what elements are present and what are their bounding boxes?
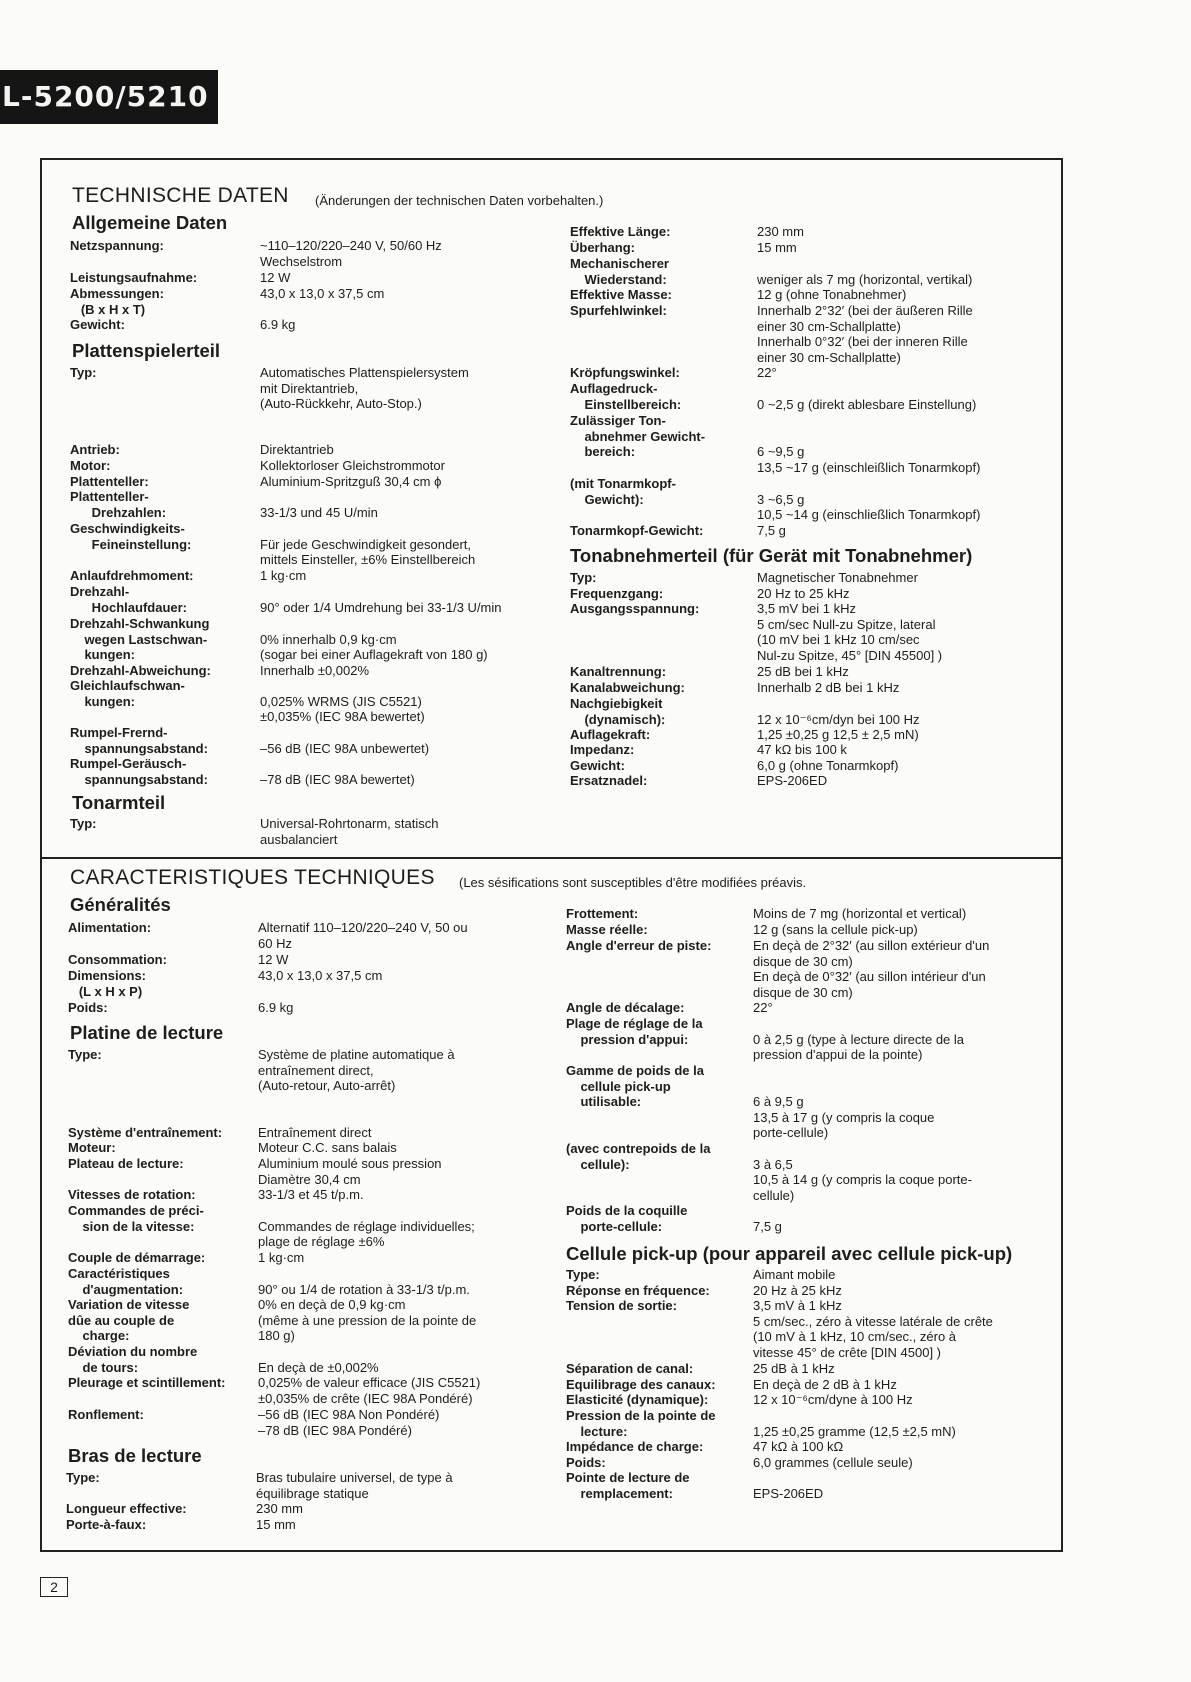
spec-label: Tension de sortie:: [566, 1298, 677, 1313]
spec-value: En deçà de ±0,002%: [258, 1359, 379, 1375]
spec-value: Innerhalb ±0,002%: [260, 663, 370, 678]
spec-value: 25 dB à 1 kHz: [753, 1361, 835, 1376]
spec-row: [566, 1203, 782, 1234]
spec-label: Longueur effective:: [66, 1501, 187, 1516]
spec-label: Poids de la coquille porte-cellule:: [566, 1203, 688, 1234]
spec-row: [70, 756, 415, 787]
spec-value: –56 dB (IEC 98A unbewertet): [260, 740, 430, 756]
spec-value: 6.9 kg: [258, 1000, 294, 1015]
spec-row: [68, 952, 288, 968]
spec-label: Überhang:: [570, 240, 635, 255]
spec-value: 15 mm: [757, 240, 797, 255]
french-section-note: (Les sésifications sont susceptibles d'être modifiées préavis.: [459, 875, 807, 890]
spec-label: Impedanz:: [570, 742, 635, 757]
spec-label: Plattenteller- Drehzahlen:: [70, 489, 167, 520]
spec-value: 20 Hz à 25 kHz: [753, 1283, 842, 1298]
spec-row: [570, 224, 804, 240]
spec-row: [570, 696, 920, 727]
french-general-heading: Généralités: [70, 894, 171, 915]
spec-row: [570, 413, 980, 475]
spec-row: [566, 1377, 897, 1393]
spec-value: 47 kΩ bis 100 k: [757, 742, 847, 757]
page-number: 2: [40, 1577, 68, 1597]
spec-row: [566, 938, 989, 1000]
spec-row: [70, 458, 445, 474]
spec-row: [68, 1203, 475, 1250]
spec-label: Drehzahl- Hochlaufdauer:: [70, 584, 188, 615]
spec-row: [70, 286, 384, 317]
spec-row: [566, 1361, 835, 1377]
spec-value: EPS-206ED: [757, 773, 828, 788]
spec-row: [570, 240, 797, 256]
spec-label: Angle d'erreur de piste:: [566, 938, 712, 953]
spec-row: [566, 1392, 913, 1408]
spec-label: Système d'entraînement:: [68, 1125, 223, 1140]
spec-value: Direktantrieb: [260, 442, 334, 457]
spec-label: Type:: [68, 1047, 102, 1062]
spec-row: [566, 1016, 964, 1063]
spec-label: Ersatznadel:: [570, 773, 648, 788]
spec-value: Universal-Rohrtonarm, statisch ausbalanciert: [260, 816, 439, 847]
spec-label: Frequenzgang:: [570, 586, 664, 601]
spec-value: 0,025% WRMS (JIS C5521) ±0,035% (IEC 98A bewertet): [260, 693, 425, 725]
spec-value: Aimant mobile: [753, 1267, 836, 1282]
spec-row: [570, 601, 942, 663]
spec-value: 12 x 10⁻⁶cm/dyn bei 100 Hz: [757, 711, 920, 727]
spec-value: Alternatif 110–120/220–240 V, 50 ou 60 Hz: [258, 920, 468, 951]
spec-label: Couple de démarrage:: [68, 1250, 206, 1265]
spec-value: 15 mm: [256, 1517, 296, 1532]
spec-row: [570, 256, 972, 287]
spec-value: –56 dB (IEC 98A Non Pondéré) –78 dB (IEC 98A Pondéré): [258, 1407, 440, 1438]
spec-label: Auflagedruck- Einstellbereich:: [570, 381, 682, 412]
spec-row: [566, 1439, 843, 1455]
spec-label: Poids:: [68, 1000, 108, 1015]
spec-value: 0 à 2,5 g (type à lecture directe de la pression d'appui de la pointe): [753, 1031, 965, 1063]
spec-label: Vitesses de rotation:: [68, 1187, 196, 1202]
spec-value: 6,0 grammes (cellule seule): [753, 1455, 913, 1470]
spec-row: [70, 270, 290, 286]
spec-row: [570, 773, 827, 789]
spec-value: Innerhalb 2°32′ (bei der äußeren Rille einer 30 cm-Schallplatte) Innerhalb 0°32′ (bei der inneren Rille einer 30 cm-Schallplatte): [757, 303, 973, 365]
spec-label: Ausgangsspannung:: [570, 601, 700, 616]
spec-row: [68, 920, 468, 951]
spec-value: Kollektorloser Gleichstrommotor: [260, 458, 445, 473]
spec-value: Bras tubulaire universel, de type à équilibrage statique: [256, 1470, 453, 1501]
spec-value: Innerhalb 2 dB bei 1 kHz: [757, 680, 900, 695]
spec-label: Typ:: [70, 816, 97, 831]
spec-row: [566, 1283, 842, 1299]
spec-label: Poids:: [566, 1455, 606, 1470]
spec-row: [70, 521, 475, 568]
specifications-box: [40, 158, 1063, 1552]
spec-row: [68, 968, 382, 999]
spec-row: [70, 816, 438, 847]
spec-label: Elasticité (dynamique):: [566, 1392, 709, 1407]
spec-value: 230 mm: [757, 224, 804, 239]
german-section-title: TECHNISCHE DATEN: [72, 184, 289, 207]
spec-value: 43,0 x 13,0 x 37,5 cm: [260, 286, 385, 301]
spec-label: Moteur:: [68, 1140, 116, 1155]
spec-label: Dimensions: (L x H x P): [68, 968, 147, 999]
spec-value: 230 mm: [256, 1501, 303, 1516]
spec-value: Für jede Geschwindigkeit gesondert, mittels Einsteller, ±6% Einstellbereich: [260, 536, 476, 568]
spec-row: [570, 476, 980, 523]
spec-row: [570, 727, 919, 743]
spec-row: [566, 1000, 773, 1016]
spec-label: Zulässiger Ton- abnehmer Gewicht- bereich:: [570, 413, 706, 460]
model-number-banner: L-5200/5210: [0, 70, 218, 124]
spec-row: [570, 303, 973, 365]
spec-label: Drehzahl-Schwankung wegen Lastschwan- kungen:: [70, 616, 210, 663]
spec-value: Moins de 7 mg (horizontal et vertical): [753, 906, 967, 921]
spec-label: Déviation du nombre de tours:: [68, 1344, 198, 1375]
spec-row: [570, 570, 918, 586]
spec-label: Porte-à-faux:: [66, 1517, 147, 1532]
spec-row: [70, 238, 442, 269]
spec-value: 0,025% de valeur efficace (JIS C5521) ±0,035% de crête (IEC 98A Pondéré): [258, 1375, 481, 1406]
spec-row: [68, 1047, 455, 1094]
spec-value: 1,25 ±0,25 gramme (12,5 ±2,5 mN): [753, 1423, 956, 1439]
spec-value: 6 à 9,5 g 13,5 à 17 g (y compris la coque porte-cellule): [753, 1094, 935, 1141]
spec-label: Effektive Masse:: [570, 287, 672, 302]
spec-row: [570, 365, 777, 381]
spec-value: 20 Hz to 25 kHz: [757, 586, 850, 601]
spec-row: [570, 381, 976, 412]
spec-value: 3,5 mV bei 1 kHz 5 cm/sec Null-zu Spitze, lateral (10 mV bei 1 kHz 10 cm/sec Nul-zu Spitze, 45° [DIN 45500] ): [757, 601, 943, 663]
spec-value: 0% innerhalb 0,9 kg·cm (sogar bei einer Auflagekraft von 180 g): [260, 631, 488, 663]
spec-value: EPS-206ED: [753, 1485, 824, 1501]
spec-value: 12 g (ohne Tonabnehmer): [757, 287, 907, 302]
spec-label: Masse réelle:: [566, 922, 648, 937]
spec-row: [570, 586, 850, 602]
spec-label: Gamme de poids de la cellule pick-up utilisable:: [566, 1063, 704, 1110]
spec-row: [66, 1517, 296, 1533]
spec-label: Abmessungen: (B x H x T): [70, 286, 164, 317]
spec-label: Variation de vitesse dûe au couple de charge:: [68, 1297, 190, 1344]
spec-value: 3,5 mV à 1 kHz 5 cm/sec., zéro à vitesse latérale de crête (10 mV à 1 kHz, 10 cm/sec., zéro à vitesse 45° de crête [DIN 4500] ): [753, 1298, 993, 1360]
spec-row: [68, 1266, 470, 1297]
spec-row: [566, 906, 966, 922]
spec-value: 22°: [757, 365, 777, 380]
spec-label: Nachgiebigkeit (dynamisch):: [570, 696, 666, 727]
spec-value: 12 g (sans la cellule pick-up): [753, 922, 918, 937]
german-general-heading: Allgemeine Daten: [72, 212, 228, 233]
spec-label: Caractéristiques d'augmentation:: [68, 1266, 184, 1297]
spec-row: [68, 1250, 304, 1266]
spec-value: 1,25 ±0,25 g 12,5 ± 2,5 mN): [757, 727, 919, 742]
spec-row: [566, 1455, 913, 1471]
spec-label: Equilibrage des canaux:: [566, 1377, 716, 1392]
spec-label: Réponse en fréquence:: [566, 1283, 710, 1298]
spec-label: Type:: [66, 1470, 100, 1485]
spec-value: 6.9 kg: [260, 317, 296, 332]
spec-label: Type:: [566, 1267, 600, 1282]
section-divider: [42, 857, 1061, 859]
french-tonearm-heading: Bras de lecture: [68, 1445, 202, 1466]
spec-row: [68, 1000, 293, 1016]
spec-value: 33-1/3 et 45 t/p.m.: [258, 1187, 364, 1202]
spec-label: Rumpel-Geräusch- spannungsabstand:: [70, 756, 208, 787]
spec-value: 12 W: [258, 952, 289, 967]
spec-value: Automatisches Plattenspielersystem mit Direktantrieb, (Auto-Rückkehr, Auto-Stop.): [260, 365, 469, 412]
spec-value: 7,5 g: [753, 1218, 782, 1234]
german-cartridge-heading: Tonabnehmerteil (für Gerät mit Tonabnehmer): [570, 545, 973, 566]
spec-label: Mechanischerer Wiederstand:: [570, 256, 669, 287]
spec-row: [70, 442, 334, 458]
spec-row: [566, 1298, 993, 1360]
spec-value: 6,0 g (ohne Tonarmkopf): [757, 758, 899, 773]
spec-value: 3 ~6,5 g 10,5 ~14 g (einschließlich Tonarmkopf): [757, 491, 981, 523]
german-turntable-heading: Plattenspielerteil: [72, 340, 221, 361]
spec-label: Typ:: [570, 570, 597, 585]
spec-label: Antrieb:: [70, 442, 120, 457]
spec-value: Commandes de réglage individuelles; plage de réglage ±6%: [258, 1218, 475, 1250]
spec-value: En deçà de 2 dB à 1 kHz: [753, 1377, 897, 1392]
spec-row: [68, 1407, 439, 1438]
spec-row: [70, 616, 488, 663]
spec-label: Gewicht:: [570, 758, 625, 773]
spec-row: [70, 678, 425, 725]
french-turntable-heading: Platine de lecture: [70, 1022, 224, 1043]
spec-label: Tonarmkopf-Gewicht:: [570, 523, 704, 538]
spec-label: Plattenteller:: [70, 474, 149, 489]
spec-label: Pression de la pointe de lecture:: [566, 1408, 716, 1439]
spec-label: Alimentation:: [68, 920, 152, 935]
spec-value: 90° ou 1/4 de rotation à 33-1/3 t/p.m.: [258, 1281, 470, 1297]
spec-label: Commandes de préci- sion de la vitesse:: [68, 1203, 204, 1234]
spec-label: Rumpel-Frernd- spannungsabstand:: [70, 725, 208, 756]
spec-label: Motor:: [70, 458, 111, 473]
spec-label: Gewicht:: [70, 317, 125, 332]
spec-row: [66, 1501, 303, 1517]
spec-label: Plage de réglage de la pression d'appui:: [566, 1016, 703, 1047]
spec-label: Spurfehlwinkel:: [570, 303, 667, 318]
spec-label: Leistungsaufnahme:: [70, 270, 198, 285]
spec-label: Geschwindigkeits- Feineinstellung:: [70, 521, 192, 552]
spec-value: 90° oder 1/4 Umdrehung bei 33-1/3 U/min: [260, 599, 502, 615]
spec-label: Kröpfungswinkel:: [570, 365, 680, 380]
spec-label: Consommation:: [68, 952, 167, 967]
german-tonearm-heading: Tonarmteil: [72, 792, 166, 813]
spec-row: [70, 663, 369, 679]
spec-value: 12 x 10⁻⁶cm/dyne à 100 Hz: [753, 1392, 913, 1407]
spec-value: En deçà de 2°32′ (au sillon extérieur d'un disque de 30 cm) En deçà de 0°32′ (au sillon intérieur d'un disque de 30 cm): [753, 938, 990, 1000]
spec-value: weniger als 7 mg (horizontal, vertikal): [757, 271, 973, 287]
spec-value: Moteur C.C. sans balais: [258, 1140, 397, 1155]
spec-value: 7,5 g: [757, 523, 786, 538]
french-section-title: CARACTERISTIQUES TECHNIQUES: [70, 866, 435, 889]
spec-label: Kanalabweichung:: [570, 680, 685, 695]
spec-row: [68, 1375, 480, 1406]
spec-label: Gleichlaufschwan- kungen:: [70, 678, 185, 709]
spec-label: Anlaufdrehmoment:: [70, 568, 194, 583]
spec-row: [70, 725, 429, 756]
spec-label: Angle de décalage:: [566, 1000, 685, 1015]
spec-label: Séparation de canal:: [566, 1361, 694, 1376]
spec-row: [566, 1470, 823, 1501]
german-section-note: (Änderungen der technischen Daten vorbehalten.): [315, 193, 604, 208]
spec-label: Kanaltrennung:: [570, 664, 667, 679]
spec-label: Pointe de lecture de remplacement:: [566, 1470, 690, 1501]
spec-value: 22°: [753, 1000, 773, 1015]
spec-value: 3 à 6,5 10,5 à 14 g (y compris la coque porte- cellule): [753, 1156, 972, 1203]
spec-value: 12 W: [260, 270, 291, 285]
spec-row: [70, 474, 441, 490]
spec-value: 1 kg·cm: [258, 1250, 305, 1265]
spec-row: [566, 1141, 972, 1203]
spec-label: Frottement:: [566, 906, 639, 921]
spec-row: [68, 1125, 371, 1141]
spec-row: [66, 1470, 453, 1501]
spec-value: 43,0 x 13,0 x 37,5 cm: [258, 968, 383, 983]
spec-value: ~110–120/220–240 V, 50/60 Hz Wechselstrom: [260, 238, 442, 269]
spec-row: [570, 664, 849, 680]
spec-label: Netzspannung:: [70, 238, 164, 253]
spec-value: Aluminium-Spritzguß 30,4 cm ϕ: [260, 474, 442, 489]
spec-row: [68, 1344, 379, 1375]
spec-row: [70, 584, 502, 615]
spec-value: Magnetischer Tonabnehmer: [757, 570, 918, 585]
spec-label: Impédance de charge:: [566, 1439, 704, 1454]
spec-row: [70, 568, 306, 584]
spec-value: Entraînement direct: [258, 1125, 372, 1140]
spec-label: (avec contrepoids de la cellule):: [566, 1141, 711, 1172]
spec-value: Aluminium moulé sous pression Diamètre 30,4 cm: [258, 1156, 442, 1187]
spec-row: [68, 1140, 397, 1156]
spec-label: Plateau de lecture:: [68, 1156, 184, 1171]
spec-label: Effektive Länge:: [570, 224, 671, 239]
spec-value: 0 ~2,5 g (direkt ablesbare Einstellung): [757, 396, 977, 412]
spec-label: (mit Tonarmkopf- Gewicht):: [570, 476, 676, 507]
spec-row: [566, 1063, 934, 1141]
spec-value: 0% en deçà de 0,9 kg·cm (même à une pression de la pointe de 180 g): [258, 1297, 477, 1344]
spec-label: Pleurage et scintillement:: [68, 1375, 226, 1390]
spec-row: [570, 758, 898, 774]
spec-label: Drehzahl-Abweichung:: [70, 663, 211, 678]
spec-value: Système de platine automatique à entraînement direct, (Auto-retour, Auto-arrêt): [258, 1047, 455, 1094]
spec-row: [68, 1297, 476, 1344]
spec-row: [570, 680, 899, 696]
spec-row: [68, 1187, 364, 1203]
spec-row: [566, 922, 918, 938]
spec-value: 25 dB bei 1 kHz: [757, 664, 849, 679]
spec-row: [566, 1408, 956, 1439]
spec-row: [570, 742, 847, 758]
spec-value: 33-1/3 und 45 U/min: [260, 504, 378, 520]
spec-value: –78 dB (IEC 98A bewertet): [260, 771, 415, 787]
spec-label: Typ:: [70, 365, 97, 380]
spec-row: [566, 1267, 835, 1283]
spec-value: 6 ~9,5 g 13,5 ~17 g (einschleißlich Tonarmkopf): [757, 444, 981, 475]
spec-row: [68, 1156, 442, 1187]
spec-row: [70, 489, 378, 520]
spec-value: 1 kg·cm: [260, 568, 307, 583]
spec-row: [70, 317, 295, 333]
spec-label: Ronflement:: [68, 1407, 144, 1422]
spec-value: 47 kΩ à 100 kΩ: [753, 1439, 844, 1454]
spec-row: [570, 523, 786, 539]
spec-row: [70, 365, 469, 412]
spec-row: [570, 287, 906, 303]
french-cartridge-heading: Cellule pick-up (pour appareil avec cellule pick-up): [566, 1243, 1013, 1264]
spec-label: Auflagekraft:: [570, 727, 651, 742]
